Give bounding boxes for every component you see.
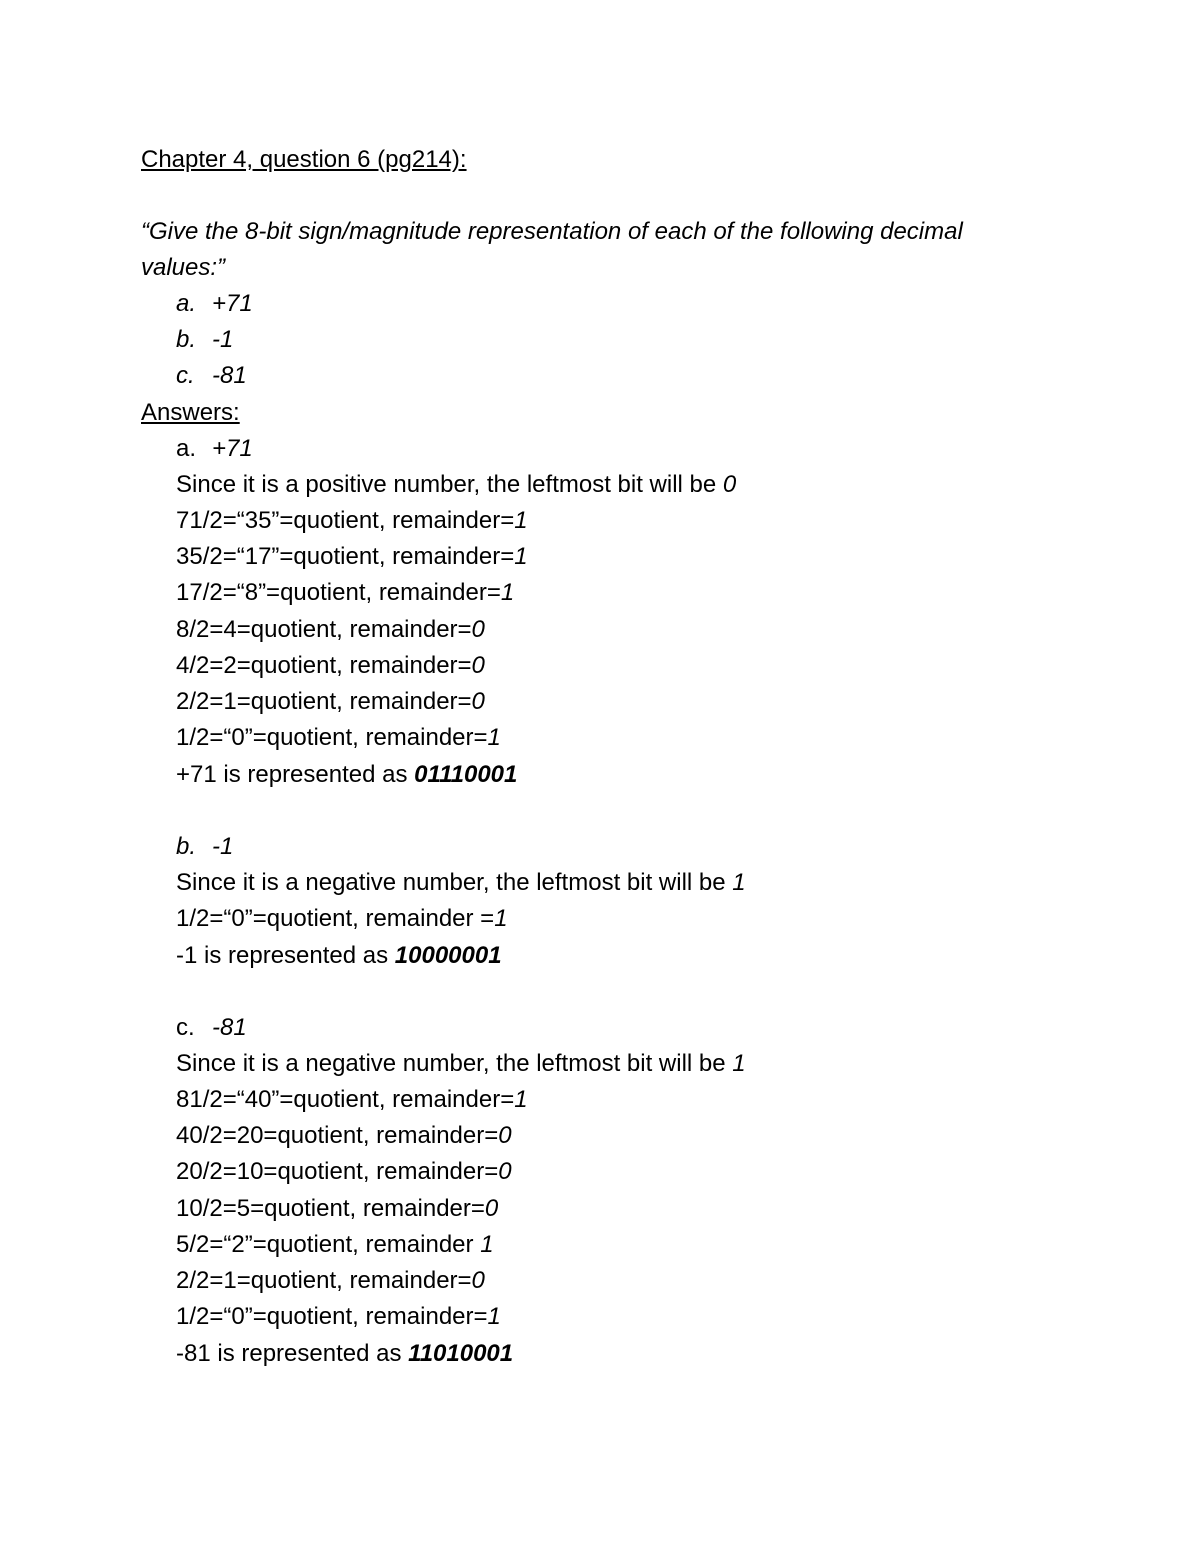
answer-b-sign-line (176, 868, 746, 898)
sign-bit: 1 (732, 869, 746, 896)
result-text: -81 is represented as (176, 1340, 409, 1367)
answers-heading: Answers: (141, 399, 240, 426)
list-marker: b. (176, 833, 197, 860)
step-remainder: 1 (494, 905, 508, 932)
answer-c-heading (176, 1013, 247, 1043)
answer-c-step (176, 1194, 498, 1224)
step-text: 5/2=“2”=quotient, remainder (176, 1231, 481, 1258)
list-marker: a. (176, 290, 197, 317)
answer-a-step (176, 687, 485, 717)
answer-value: -81 (212, 1014, 247, 1041)
step-remainder: 1 (487, 1303, 501, 1330)
answer-a-step (176, 506, 528, 536)
step-remainder: 1 (514, 507, 528, 534)
step-text: 1/2=“0”=quotient, remainder = (176, 905, 495, 932)
answer-c-step (176, 1266, 485, 1296)
answer-a-result (176, 760, 517, 790)
step-remainder: 0 (484, 1195, 499, 1222)
list-marker: b. (176, 326, 197, 353)
step-text: 20/2=10=quotient, remainder= (176, 1158, 499, 1185)
result-bits: 01110001 (414, 761, 518, 788)
question-text-line-1: “Give the 8-bit sign/magnitude representation of each of the following decimal (141, 218, 963, 245)
list-marker: c. (176, 1014, 195, 1041)
step-text: 17/2=“8”=quotient, remainder= (176, 579, 501, 606)
answer-b-step (176, 904, 508, 934)
question-item-b (176, 325, 233, 355)
answer-value: +71 (212, 435, 253, 462)
answer-c-step (176, 1302, 501, 1332)
page-title: Chapter 4, question 6 (pg214): (141, 146, 467, 173)
question-item-c (176, 361, 247, 391)
step-text: 4/2=2=quotient, remainder= (176, 652, 472, 679)
answer-c-step (176, 1085, 528, 1115)
answer-value: -1 (212, 833, 234, 860)
step-remainder: 1 (487, 724, 501, 751)
question-value: +71 (212, 290, 253, 317)
question-text-line-2: values:” (141, 254, 226, 281)
answer-c-step (176, 1230, 494, 1260)
sign-bit: 1 (732, 1050, 746, 1077)
step-remainder: 0 (498, 1158, 512, 1185)
sign-bit: 0 (722, 471, 737, 498)
step-remainder: 0 (498, 1122, 512, 1149)
answer-c-step (176, 1157, 512, 1187)
result-text: +71 is represented as (176, 761, 415, 788)
step-remainder: 1 (514, 1086, 528, 1113)
step-text: 2/2=1=quotient, remainder= (176, 688, 472, 715)
step-remainder: 0 (471, 1267, 485, 1294)
step-text: 1/2=“0”=quotient, remainder= (176, 1303, 488, 1330)
step-text: 71/2=“35”=quotient, remainder= (176, 507, 515, 534)
result-text: -1 is represented as (176, 942, 395, 969)
step-text: 10/2=5=quotient, remainder= (176, 1195, 485, 1222)
step-text: 40/2=20=quotient, remainder= (176, 1122, 499, 1149)
step-remainder: 0 (471, 616, 485, 643)
answer-a-step (176, 651, 485, 681)
list-marker: a. (176, 435, 197, 462)
result-bits: 10000001 (394, 942, 502, 969)
step-text: 2/2=1=quotient, remainder= (176, 1267, 472, 1294)
step-text: 81/2=“40”=quotient, remainder= (176, 1086, 515, 1113)
answer-c-sign-line (176, 1049, 746, 1079)
answer-a-step (176, 542, 528, 572)
result-bits: 11010001 (408, 1340, 514, 1367)
step-text: 35/2=“17”=quotient, remainder= (176, 543, 515, 570)
sign-text: Since it is a positive number, the leftmost bit will be (176, 471, 723, 498)
question-item-a (176, 289, 253, 319)
step-remainder: 0 (471, 652, 485, 679)
answer-b-heading (176, 832, 233, 862)
step-remainder: 1 (514, 543, 528, 570)
step-remainder: 1 (500, 579, 515, 606)
answer-b-result (176, 941, 502, 971)
answer-c-step (176, 1121, 512, 1151)
step-text: 8/2=4=quotient, remainder= (176, 616, 472, 643)
answer-c-result (176, 1339, 513, 1369)
step-remainder: 0 (471, 688, 485, 715)
question-value: -1 (212, 326, 234, 353)
question-value: -81 (212, 362, 247, 389)
answer-a-step (176, 615, 485, 645)
sign-text: Since it is a negative number, the leftmost bit will be (176, 869, 733, 896)
answer-a-heading (176, 434, 253, 464)
list-marker: c. (176, 362, 195, 389)
step-remainder: 1 (480, 1231, 494, 1258)
sign-text: Since it is a negative number, the leftmost bit will be (176, 1050, 733, 1077)
answer-a-step (176, 578, 514, 608)
step-text: 1/2=“0”=quotient, remainder= (176, 724, 488, 751)
answer-a-step (176, 723, 501, 753)
answer-a-sign-line (176, 470, 736, 500)
